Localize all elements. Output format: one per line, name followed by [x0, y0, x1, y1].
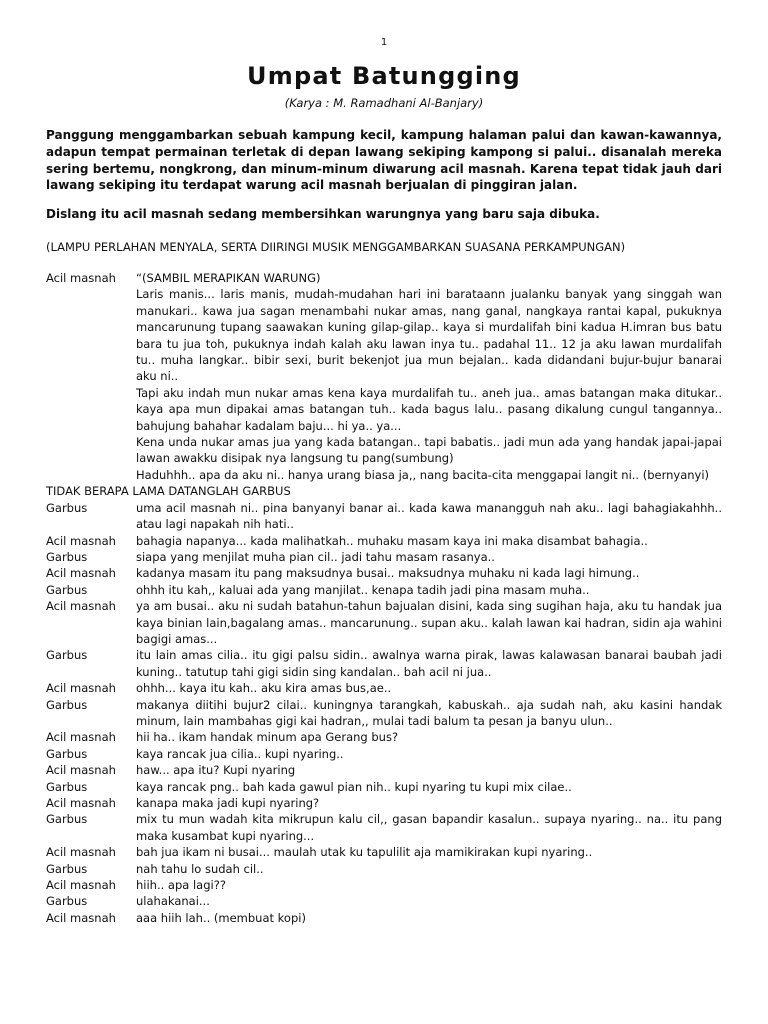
dialogue-line: bahagia napanya... kada malihatkah.. muhaku masam kaya ini maka disambat bahagia.. [136, 533, 648, 548]
scene-direction: TIDAK BERAPA LAMA DATANGLAH GARBUS [46, 484, 291, 499]
speaker-name: Garbus [46, 894, 88, 909]
speaker-name: Acil masnah [46, 845, 116, 860]
dialogue-row [46, 746, 722, 762]
dialogue-row [46, 697, 722, 730]
dialogue-line: bah jua ikam ni busai... maulah utak ku tapulilit aja mamikirakan kupi nyaring.. [136, 845, 593, 860]
speaker-name: Acil masnah [46, 681, 116, 696]
author-credit: (Karya : M. Ramadhani Al-Banjary) [284, 96, 484, 110]
speaker-name: Acil masnah [46, 271, 116, 285]
speaker-name: Acil masnah [46, 599, 116, 614]
dialogue-line: nah tahu lo sudah cil.. [136, 861, 264, 876]
dialogue-row [46, 844, 722, 860]
dialogue-line: uma acil masnah ni.. pina banyanyi banar ai.. kada kawa manangguh nah aku.. lagi bahagiakahhh.. atau lagi napakah nih hati.. [136, 500, 722, 532]
speaker-name: Garbus [46, 648, 88, 663]
dialogue-line: ya am busai.. aku ni sudah batahun-tahun bajualan disini, kada sing sugihan haja, aku tu handak jua kaya binian lain,bagalang amas.. mancarunung.. supan aku.. kalah lawan kai hadran, sidin aja wahini bagigi amas... [136, 599, 722, 646]
dialogue-line: ohhh... kaya itu kah.. aku kira amas bus,ae.. [136, 681, 392, 696]
dialogue-row [46, 680, 722, 696]
dialogue-row [46, 877, 722, 893]
monologue-paragraph: Kena unda nukar amas jua yang kada batangan.. tapi babatis.. jadi mun ada yang handak japai-japai lawan awakku disipak nya langsung tu pang(sumbung) [136, 435, 722, 466]
speaker-name: Garbus [46, 697, 88, 712]
dialogue-row [46, 500, 722, 533]
dialogue-line: kanapa maka jadi kupi nyaring? [136, 796, 320, 810]
speaker-name: Acil masnah [46, 878, 116, 893]
dialogue-line: hiih.. apa lagi?? [136, 878, 226, 893]
speaker-name: Acil masnah [46, 796, 116, 810]
dialogue-line: ohhh itu kah,, kaluai ada yang manjilat.. kenapa tadih jadi pina masam muha.. [136, 582, 590, 597]
play-title: Umpat Batungging [247, 62, 521, 90]
script-body [46, 270, 722, 926]
dialogue-row [46, 533, 722, 549]
monologue-block [46, 270, 722, 483]
dialogue-line: mix tu mun wadah kita mikrupun kalu cil,, gasan bapandir kasalun.. supaya nyaring.. na.. itu pang maka kusambat kupi nyaring... [136, 812, 722, 843]
dialogue-row [46, 598, 722, 647]
page-number: 1 [380, 37, 388, 48]
dialogue-list [46, 500, 722, 927]
dialogue-row [46, 565, 722, 581]
speaker-name: Acil masnah [46, 730, 116, 745]
dialogue-line: ulahakanai... [136, 894, 210, 909]
dialogue-row [46, 779, 722, 795]
speaker-name: Acil masnah [46, 533, 116, 548]
dialogue-line: kaya rancak jua cilia.. kupi nyaring.. [136, 746, 344, 761]
dialogue-row [46, 647, 722, 680]
dialogue-row [46, 549, 722, 565]
dialogue-line: haw... apa itu? Kupi nyaring [136, 763, 296, 778]
monologue-paragraph: Haduhhh.. apa da aku ni.. hanya urang biasa ja,, nang bacita-cita menggapai langit ni.. (bernyanyi) [136, 467, 710, 482]
speaker-name: Garbus [46, 861, 88, 876]
dialogue-line: makanya diitihi bujur2 cilai.. kuningnya tarangkah, kabuskah.. aja sudah nah, aku kasini handak minum, lain mambahas gigi kai hadran,, mulai tadi balum ta pesan ja banyu ulun.. [136, 697, 722, 728]
speaker-name: Acil masnah [46, 910, 116, 925]
speaker-name: Garbus [46, 500, 88, 515]
dialogue-line: itu lain amas cilia.. itu gigi palsu sidin.. awalnya warna pirak, lawas kalawasan banarai baubah jadi kuning.. tatutup tahi gigi sidin sing kandalan.. bah acil ni jua.. [136, 648, 722, 679]
dialogue-line: kadanya masam itu pang maksudnya busai.. maksudnya muhaku ni kada lagi himung.. [136, 566, 640, 581]
speaker-name: Garbus [46, 582, 88, 597]
dialogue-row [46, 910, 722, 926]
dialogue-row [46, 582, 722, 598]
dialogue-row [46, 762, 722, 778]
intro-paragraph: Panggung menggambarkan sebuah kampung kecil, kampung halaman palui dan kawan-kawannya, adapun tempat permainan terletak di depan lawang sekiping kampong si palui.. disanalah mereka sering bertemu, nongkrong, dan minum-minum diwarung acil masnah. Karena tepat tidak jauh dari lawang sekiping itu terdapat warung acil masnah berjualan di pinggiran jalan. [46, 128, 722, 193]
speaker-name: Acil masnah [46, 763, 116, 778]
dialogue-row [46, 861, 722, 877]
speaker-name: Garbus [46, 549, 88, 564]
speaker-name: Garbus [46, 746, 88, 761]
monologue-paragraph: Tapi aku indah mun nukar amas kena kaya murdalifah tu.. aneh jua.. amas batangan maka ditukar.. kaya apa mun dipakai amas batangan tuh.. kada bagus lalu.. pasang dikalung cungul tangannya.. bahujung bahahar kadalam baju... hi ya.. ya... [136, 385, 722, 433]
speaker-name: Garbus [46, 812, 88, 827]
action-direction: “(SAMBIL MERAPIKAN WARUNG) [136, 271, 321, 285]
speaker-name: Garbus [46, 779, 88, 794]
dialogue-row [46, 893, 722, 909]
speaker-name: Acil masnah [46, 566, 116, 581]
dialogue-line: aaa hiih lah.. (membuat kopi) [136, 910, 306, 925]
dialogue-line: siapa yang menjilat muha pian cil.. jadi tahu masam rasanya.. [136, 549, 495, 564]
intro-paragraph-2: Dislang itu acil masnah sedang membersihkan warungnya yang baru saja dibuka. [46, 207, 600, 221]
dialogue-row [46, 811, 722, 844]
dialogue-row [46, 795, 722, 811]
dialogue-line: kaya rancak png.. bah kada gawul pian nih.. kupi nyaring tu kupi mix cilae.. [136, 779, 572, 794]
monologue-lines [136, 270, 722, 483]
dialogue-row [46, 729, 722, 745]
dialogue-line: hii ha.. ikam handak minum apa Gerang bus? [136, 730, 399, 745]
stage-direction: (LAMPU PERLAHAN MENYALA, SERTA DIIRINGI MUSIK MENGGAMBARKAN SUASANA PERKAMPUNGAN) [46, 240, 626, 254]
monologue-paragraph: Laris manis... laris manis, mudah-mudahan hari ini barataann jualanku banyak yang singgah wan manukari.. kawa jua sagan menambahi nukar amas, nang ganal, nangkaya rantai kapal, pukuknya mancarunung tupang saawakan kuning gilap-gilap.. kaya si murdalifah bini kadua H.imran bus batu bara tu jua toh, pukuknya indah kalah aku lawan inya tu.. padahal 11.. 12 ja aku lawan murdalifah tu.. muha langkar.. bibir sexi, burit bekenjot jua mun bejalan.. kada didandani bujur-bujur banarai aku ni.. [136, 287, 722, 384]
